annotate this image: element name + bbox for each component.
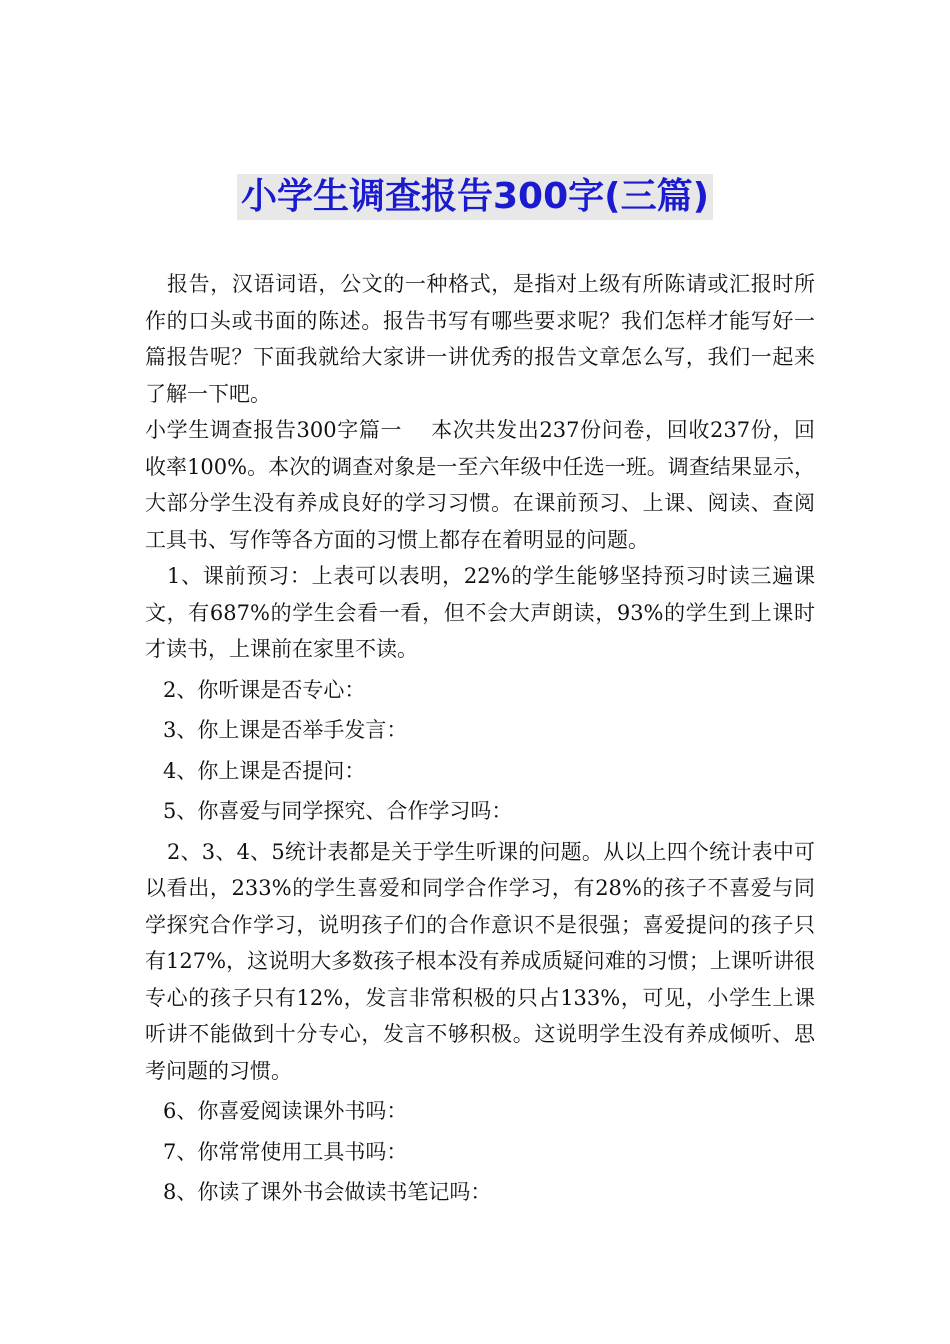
list-item: 8、你读了课外书会做读书笔记吗： xyxy=(163,1180,492,1204)
paragraph-listening-analysis: 2、3、4、5统计表都是关于学生听课的问题。从以上四个统计表中可以看出，233%的学生喜爱和同学合作学习，有28%的孩子不喜爱与同学探究合作学习，说明孩子们的合作意识不是很强；喜爱提问的孩子只有127%，这说明大多数孩子根本没有养成质疑问难的习惯；上课听讲很专心的孩子只有12%，发言非常积极的只占133%，可见，小学生上课听讲不能做到十分专心，发言不够积极。这说明学生没有养成倾听、思考问题的习惯。 xyxy=(145,839,815,1083)
list-item: 4、你上课是否提问： xyxy=(163,758,366,783)
list-item: 5、你喜爱与同学探究、合作学习吗： xyxy=(163,799,513,823)
intro-paragraph: 报告，汉语词语，公文的一种格式，是指对上级有所陈请或汇报时所作的口头或书面的陈述。报告书写有哪些要求呢？我们怎样才能写好一篇报告呢？下面我就给大家讲一讲优秀的报告文章怎么写，我们一起来了解一下吧。 xyxy=(145,272,815,406)
paragraph-preview: 1、课前预习：上表可以表明，22%的学生能够坚持预习时读三遍课文，有687%的学生会看一看，但不会大声朗读，93%的学生到上课时才读书，上课前在家里不读。 xyxy=(145,564,815,661)
list-item: 3、你上课是否举手发言： xyxy=(163,718,408,742)
document-title: 小学生调查报告300字(三篇) xyxy=(237,174,713,220)
list-item: 6、你喜爱阅读课外书吗： xyxy=(163,1099,408,1123)
document-body xyxy=(145,266,815,1211)
paragraph-survey-overview: 小学生调查报告300字篇一 本次共发出237份问卷，回收237份，回收率100%。本次的调查对象是一至六年级中任选一班。调查结果显示，大部分学生没有养成良好的学习习惯。在课前预习、上课、阅读、查阅工具书、写作等各方面的习惯上都存在着明显的问题。 xyxy=(145,418,815,552)
list-item: 7、你常常使用工具书吗： xyxy=(163,1139,408,1164)
title-container xyxy=(0,174,950,220)
list-item: 2、你听课是否专心： xyxy=(163,677,366,702)
